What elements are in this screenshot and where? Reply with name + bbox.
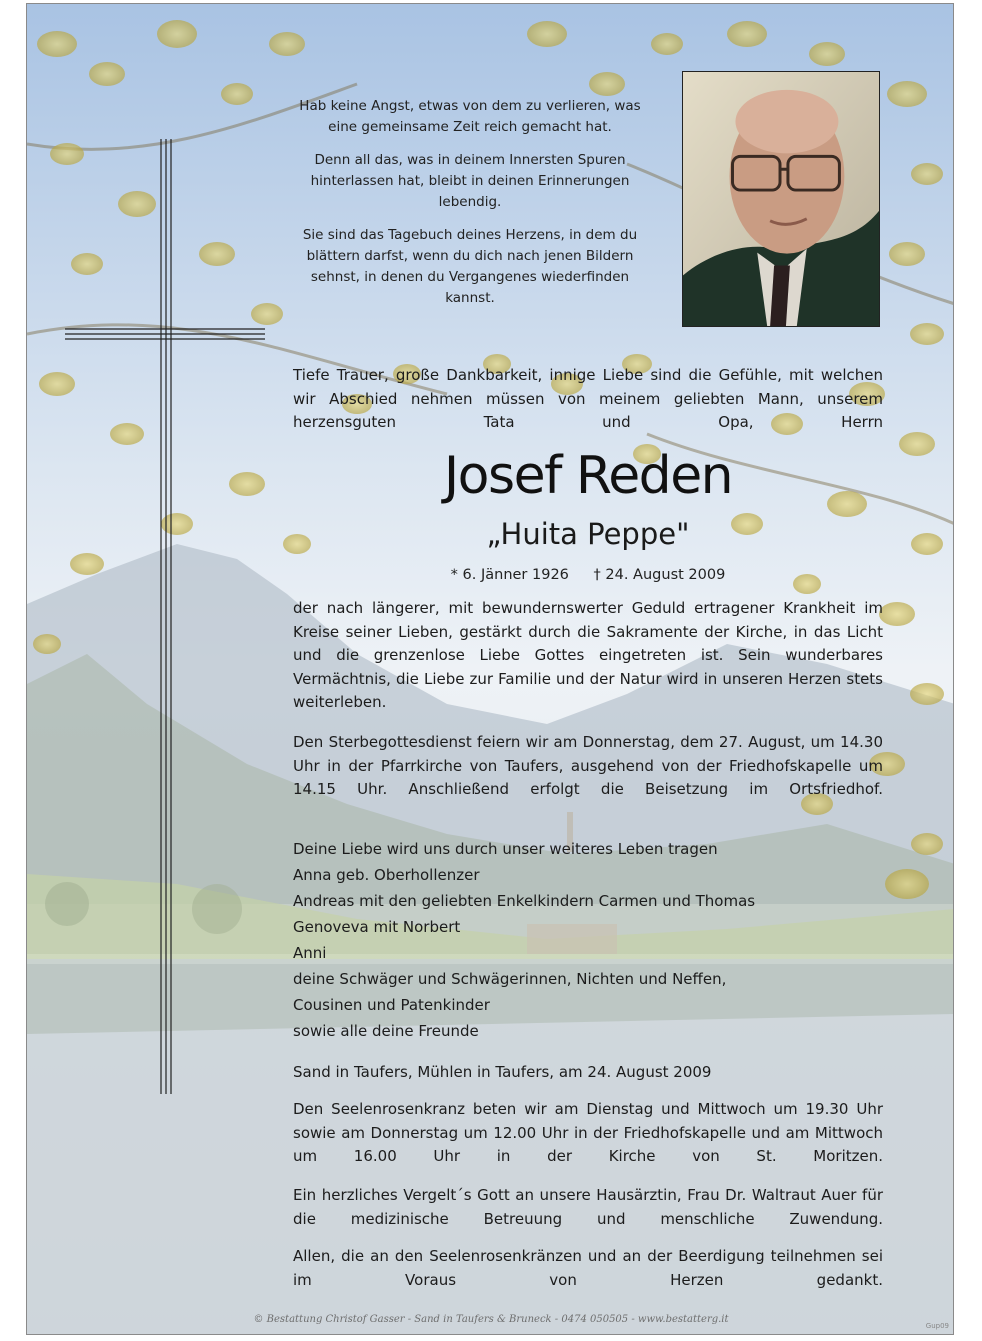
body-text: der nach längerer, mit bewundernswerter Geduld ertragener Krankheit im Kreise seiner Lieben, gestärkt durch die Sakramente der Kirche, in das Licht und die grenzenlose Liebe Gottes eingetreten ist. Sein wunderbares Vermächtnis, die Liebe zur Familie und der Natur wird in unseren Herzen stets weiterleben. [293, 599, 883, 711]
poem [289, 96, 651, 321]
layout-code: Gup09 [925, 1322, 949, 1330]
obituary-card [26, 3, 954, 1335]
family-line: Genoveva mit Norbert [293, 918, 461, 936]
footer-credit: © Bestattung Christof Gasser - Sand in Taufers & Bruneck - 0474 050505 - www.bestatterg.it [253, 1314, 729, 1325]
poem-stanza-1: Hab keine Angst, etwas von dem zu verlieren, was eine gemeinsame Zeit reich gemacht hat. [299, 98, 641, 135]
nickname: „Huita Peppe" [486, 517, 690, 551]
intro-text: Tiefe Trauer, große Dankbarkeit, innige Liebe sind die Gefühle, mit welchen wir Abschied nehmen müssen von meinem geliebten Mann, unserem herzensguten Tata und Opa, Herrn [293, 366, 883, 431]
rosary-text: Den Seelenrosenkranz beten wir am Dienstag und Mittwoch um 19.30 Uhr sowie am Donnerstag um 12.00 Uhr in der Friedhofskapelle und am Mittwoch um 16.00 Uhr in der Kirche von St. Moritzen. [293, 1100, 883, 1165]
poem-stanza-3: Sie sind das Tagebuch deines Herzens, in dem du blättern darfst, wenn du dich nach jenen Bildern sehnst, in denen du Vergangenes wiederfinden kannst. [302, 227, 638, 306]
portrait-photo [682, 71, 880, 327]
family-line: Cousinen und Patenkinder [293, 996, 490, 1014]
thanks-text: Ein herzliches Vergelt´s Gott an unsere Hausärztin, Frau Dr. Waltraut Auer für die medizinische Betreuung und menschliche Zuwendung. [293, 1186, 883, 1228]
family-line: sowie alle deine Freunde [293, 1022, 479, 1040]
family-line: Deine Liebe wird uns durch unser weiteres Leben tragen [293, 840, 718, 858]
birth-date: * 6. Jänner 1926 [450, 567, 569, 583]
life-dates [293, 565, 883, 585]
family-line: deine Schwäger und Schwägerinnen, Nichten und Neffen, [293, 970, 727, 988]
place-date: Sand in Taufers, Mühlen in Taufers, am 24. August 2009 [293, 1063, 712, 1081]
deceased-name: Josef Reden [443, 446, 733, 506]
funeral-text: Den Sterbegottesdienst feiern wir am Donnerstag, dem 27. August, um 14.30 Uhr in der Pfarrkirche von Taufers, ausgehend von der Friedhofskapelle um 14.15 Uhr. Anschließend erfolgt die Beisetzung im Ortsfriedhof. [293, 733, 883, 798]
cross-icon [65, 139, 265, 1094]
closing-text: Allen, die an den Seelenrosenkränzen und an der Beerdigung teilnehmen sei im Voraus von Herzen gedankt. [293, 1247, 883, 1289]
death-date: † 24. August 2009 [593, 567, 726, 583]
poem-stanza-2: Denn all das, was in deinem Innersten Spuren hinterlassen hat, bleibt in deinen Erinnerungen lebendig. [310, 152, 630, 210]
family-line: Anni [293, 944, 327, 962]
family-list [293, 836, 893, 1044]
family-line: Andreas mit den geliebten Enkelkindern Carmen und Thomas [293, 892, 756, 910]
family-line: Anna geb. Oberhollenzer [293, 866, 480, 884]
